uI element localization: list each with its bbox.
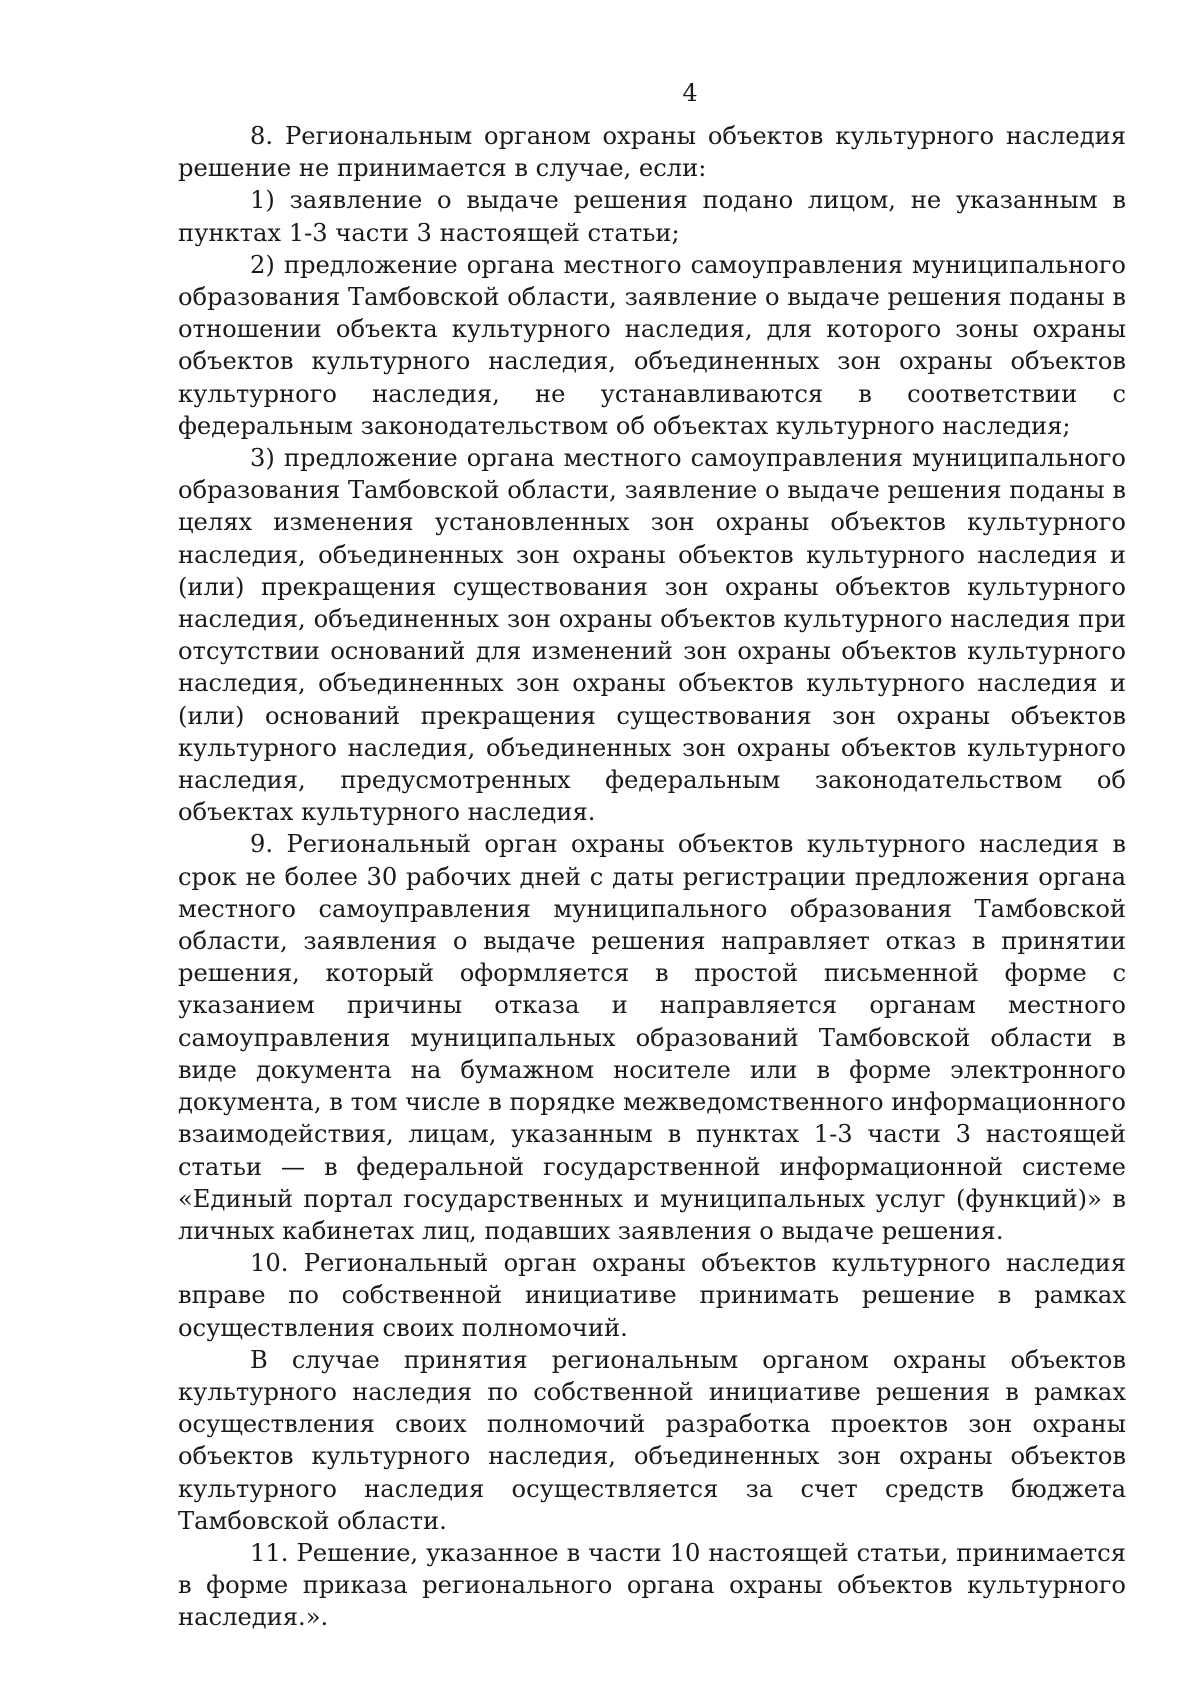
paragraph-8-item-2: 2) предложение органа местного самоуправления муниципального образования Тамбовской области, заявление о выдаче решения поданы в отношении объекта культурного наследия, для которого зоны охраны объектов культурного наследия, объединенных зон охраны объектов культурного наследия, не устанавливаются в соответствии с федеральным законодательством об объектах культурного наследия; — [178, 250, 1126, 440]
document-body — [178, 120, 1126, 1634]
paragraph-10: 10. Региональный орган охраны объектов культурного наследия вправе по собственной инициативе принимать решение в рамках осуществления своих полномочий. — [178, 1249, 1126, 1342]
paragraph-8-item-1: 1) заявление о выдаче решения подано лицом, не указанным в пунктах 1-3 части 3 настоящей статьи; — [178, 186, 1126, 247]
paragraph-9: 9. Региональный орган охраны объектов культурного наследия в срок не более 30 рабочих дней с даты регистрации предложения органа местного самоуправления муниципального образования Тамбовской области, заявления о выдаче решения направляет отказ в принятии решения, который оформляется в простой письменной форме с указанием причины отказа и направляется органам местного самоуправления муниципальных образований Тамбовской области в виде документа на бумажном носителе или в форме электронного документа, в том числе в порядке межведомственного информационного взаимодействия, лицам, указанным в пунктах 1-3 части 3 настоящей статьи — в федеральной государственной информационной системе «Единый портал государственных и муниципальных услуг (функций)» в личных кабинетах лиц, подавших заявления о выдаче решения. — [178, 830, 1126, 1245]
page-number: 4 — [682, 79, 698, 107]
paragraph-8: 8. Региональным органом охраны объектов культурного наследия решение не принимается в случае, если: — [178, 122, 1126, 183]
paragraph-8-item-3: 3) предложение органа местного самоуправления муниципального образования Тамбовской области, заявление о выдаче решения поданы в целях изменения установленных зон охраны объектов культурного наследия, объединенных зон охраны объектов культурного наследия и (или) прекращения существования зон охраны объектов культурного наследия, объединенных зон охраны объектов культурного наследия при отсутствии оснований для изменений зон охраны объектов культурного наследия, объединенных зон охраны объектов культурного наследия и (или) оснований прекращения существования зон охраны объектов культурного наследия, объединенных зон охраны объектов культурного наследия, предусмотренных федеральным законодательством об объектах культурного наследия. — [178, 444, 1126, 827]
paragraph-10-continuation: В случае принятия региональным органом охраны объектов культурного наследия по собственной инициативе решения в рамках осуществления своих полномочий разработка проектов зон охраны объектов культурного наследия, объединенных зон охраны объектов культурного наследия осуществляется за счет средств бюджета Тамбовской области. — [178, 1345, 1126, 1535]
paragraph-11: 11. Решение, указанное в части 10 настоящей статьи, принимается в форме приказа регионального органа охраны объектов культурного наследия.». — [178, 1538, 1126, 1632]
